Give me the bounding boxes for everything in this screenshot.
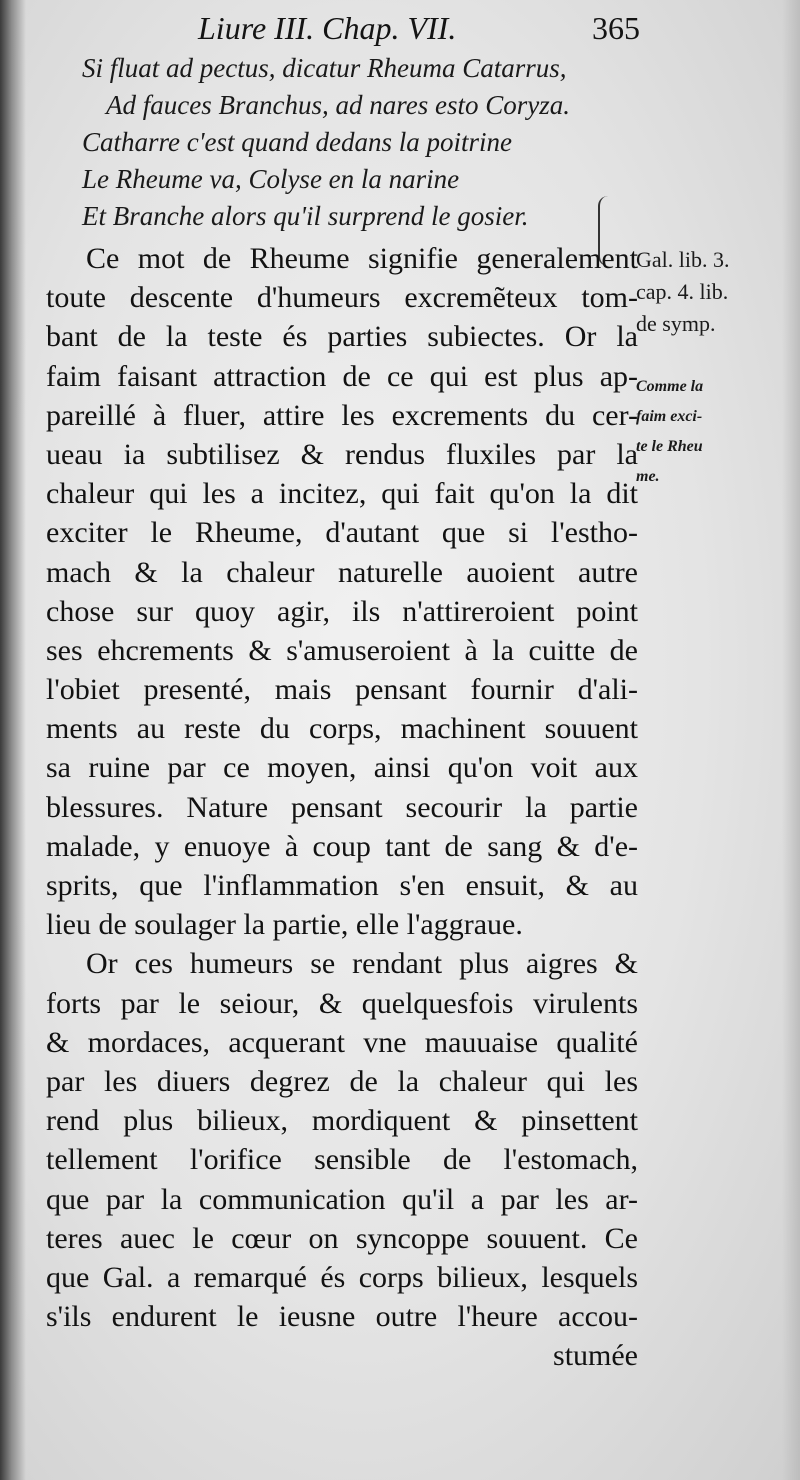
gutter-shadow <box>0 0 26 1480</box>
text-line: mach & la chaleur naturelle auoient autre <box>46 555 638 589</box>
verse-line: Et Branche alors qu'il surprend le gosier. <box>82 201 529 231</box>
running-head: Liure III. Chap. VII. <box>198 10 457 46</box>
text-line: bant de la teste és parties subiectes. Or la <box>46 320 638 354</box>
text-line: Ce mot de Rheume signifie generalement <box>86 242 638 275</box>
text-line: lieu de soulager la partie, elle l'aggraue. <box>46 908 523 942</box>
text-line: s'ils endurent le ieusne outre l'heure accou- <box>46 1300 638 1334</box>
body-text <box>46 239 638 1375</box>
margin-line: Gal. lib. 3. <box>636 247 730 272</box>
text-line: pareillé à fluer, attire les excrements du cer- <box>46 398 638 432</box>
text-line: l'obiet presenté, mais pensant fournir d'ali- <box>46 673 638 707</box>
text-line: ses ehcrements & s'amuseroient à la cuitte de <box>46 633 638 667</box>
text-line: que Gal. a remarqué és corps bilieux, lesquels <box>46 1260 638 1294</box>
verse-line: Ad fauces Branchus, ad nares esto Coryza. <box>106 90 570 120</box>
margin-line: Comme la <box>636 378 704 395</box>
text-line: rend plus bilieux, mordiquent & pinsettent <box>46 1104 638 1138</box>
catchword: stumée <box>553 1339 638 1373</box>
marginal-reference <box>636 244 786 340</box>
margin-line: me. <box>636 468 660 485</box>
verse-line: Le Rheume va, Colyse en la narine <box>82 164 460 194</box>
verse-quotation <box>82 50 642 235</box>
page-number: 365 <box>592 10 640 46</box>
marginal-gloss <box>636 372 786 492</box>
text-line: toute descente d'humeurs excremẽteux tom- <box>46 281 638 315</box>
text-line: sa ruine par ce moyen, ainsi qu'on voit aux <box>46 751 638 785</box>
margin-line: faim exci- <box>636 408 703 425</box>
text-line: sprits, que l'inflammation s'en ensuit, & au <box>46 869 638 902</box>
margin-line: te le Rheu <box>636 438 703 455</box>
text-line: blessures. Nature pensant secourir la partie <box>46 790 638 824</box>
text-line: Or ces humeurs se rendant plus aigres & <box>86 947 638 981</box>
page-header <box>170 10 640 50</box>
text-line: exciter le Rheume, d'autant que si l'estho- <box>46 516 638 550</box>
page-edge-shadow <box>782 0 800 1480</box>
text-line: ments au reste du corps, machinent souuent <box>46 712 638 746</box>
text-line: ueau ia subtilisez & rendus fluxiles par la <box>46 437 638 471</box>
verse-line: Si fluat ad pectus, dicatur Rheuma Catarrus, <box>82 53 567 83</box>
text-line: tellement l'orifice sensible de l'estomach, <box>46 1143 638 1177</box>
text-line: chaleur qui les a incitez, qui fait qu'on la dit <box>46 477 638 511</box>
text-line: & mordaces, acquerant vne mauuaise qualité <box>46 1025 638 1059</box>
text-line: teres auec le cœur on syncoppe souuent. Ce <box>46 1221 638 1255</box>
margin-line: cap. 4. lib. <box>636 279 729 304</box>
text-line: forts par le seiour, & quelquesfois virulents <box>46 986 638 1020</box>
text-line: chose sur quoy agir, ils n'attireroient point <box>46 594 638 628</box>
text-line: que par la communication qu'il a par les ar- <box>46 1182 638 1216</box>
margin-line: de symp. <box>636 311 716 336</box>
text-line: malade, y enuoye à coup tant de sang & d'e- <box>46 829 638 863</box>
text-line: par les diuers degrez de la chaleur qui les <box>46 1064 638 1098</box>
text-line: faim faisant attraction de ce qui est plus ap- <box>46 359 638 393</box>
verse-line: Catharre c'est quand dedans la poitrine <box>82 127 512 157</box>
